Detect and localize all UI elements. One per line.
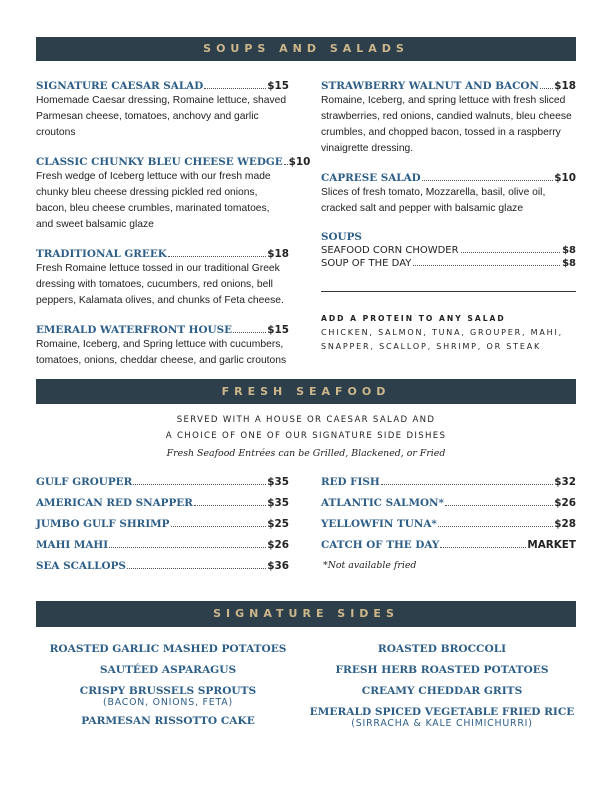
side-name: CREAMY CHEDDAR GRITS bbox=[361, 685, 523, 697]
item-price: $10 bbox=[554, 172, 576, 184]
protein-list bbox=[321, 326, 576, 354]
side-item bbox=[308, 685, 576, 697]
sides-right-column bbox=[308, 643, 576, 729]
seafood-item bbox=[36, 476, 289, 488]
protein-line: SNAPPER, SCALLOP, SHRIMP, OR STEAK bbox=[321, 342, 542, 351]
item-name: EMERALD WATERFRONT HOUSE bbox=[36, 324, 233, 336]
item-price: MARKET bbox=[527, 539, 576, 551]
item-name: SEA SCALLOPS bbox=[36, 560, 126, 572]
menu-item bbox=[36, 324, 289, 369]
item-price: $15 bbox=[267, 324, 289, 336]
fresh-seafood-header bbox=[36, 379, 576, 404]
side-item bbox=[36, 715, 300, 727]
soup-name: SEAFOOD CORN CHOWDER bbox=[321, 245, 459, 256]
soups-title: SOUPS bbox=[321, 231, 362, 243]
fresh-seafood-header-text: FRESH SEAFOOD bbox=[221, 385, 391, 398]
signature-sides-header bbox=[36, 601, 576, 627]
item-description: Fresh Romaine lettuce tossed in our traditional Greek dressing with tomatoes, cucumbers, red onions, bell peppers, Kalamata olives, and chunks of Feta cheese. bbox=[36, 263, 284, 306]
side-name: SAUTÉED ASPARAGUS bbox=[99, 664, 237, 676]
not-fried-footnote: *Not available fried bbox=[323, 560, 417, 571]
prep-note: Fresh Seafood Entrées can be Grilled, Blackened, or Fried bbox=[166, 448, 446, 459]
seafood-item bbox=[321, 518, 576, 530]
side-name: ROASTED GARLIC MASHED POTATOES bbox=[49, 643, 287, 655]
seafood-item bbox=[36, 518, 289, 530]
menu-item bbox=[321, 172, 576, 217]
leader-dots bbox=[133, 484, 266, 485]
side-subtitle: (SIRRACHA & KALE CHIMICHURRI) bbox=[351, 718, 533, 729]
protein-heading: ADD A PROTEIN TO ANY SALAD bbox=[321, 314, 506, 323]
item-name: CAPRESE SALAD bbox=[321, 172, 421, 184]
side-name: CRISPY BRUSSELS SPROUTS bbox=[79, 685, 257, 697]
seafood-item bbox=[321, 476, 576, 488]
item-description: Slices of fresh tomato, Mozzarella, basil, olive oil, cracked salt and pepper with balsamic glaze bbox=[321, 187, 546, 214]
item-price: $26 bbox=[267, 539, 289, 551]
item-price: $36 bbox=[267, 560, 289, 572]
leader-dots bbox=[109, 547, 266, 548]
menu-item bbox=[36, 248, 289, 309]
side-name: PARMESAN RISSOTTO CAKE bbox=[81, 715, 255, 727]
side-name: ROASTED BROCCOLI bbox=[377, 643, 507, 655]
side-name: EMERALD SPICED VEGETABLE FRIED RICE bbox=[309, 706, 575, 718]
item-price: $28 bbox=[554, 518, 576, 530]
menu-item bbox=[321, 80, 576, 157]
item-name: RED FISH bbox=[321, 476, 380, 488]
soups-block bbox=[321, 231, 576, 269]
item-price: $18 bbox=[554, 80, 576, 92]
item-price: $32 bbox=[554, 476, 576, 488]
side-item bbox=[308, 643, 576, 655]
item-price: $10 bbox=[288, 156, 311, 168]
item-name: AMERICAN RED SNAPPER bbox=[36, 497, 193, 509]
leader-dots bbox=[440, 547, 526, 548]
leader-dots bbox=[461, 252, 561, 253]
side-subtitle: (BACON, ONIONS, FETA) bbox=[103, 697, 233, 708]
leader-dots bbox=[445, 505, 553, 506]
side-item bbox=[36, 685, 300, 708]
salads-left-column bbox=[36, 80, 311, 369]
item-name: STRAWBERRY WALNUT AND BACON bbox=[321, 80, 539, 92]
seafood-item bbox=[36, 560, 289, 572]
item-price: $15 bbox=[267, 80, 289, 92]
leader-dots bbox=[438, 526, 553, 527]
salads-right-column bbox=[321, 80, 576, 269]
leader-dots bbox=[381, 484, 554, 485]
item-title-row bbox=[321, 172, 576, 184]
soups-salads-header bbox=[36, 37, 576, 61]
item-title-row bbox=[36, 80, 289, 92]
item-name: ATLANTIC SALMON* bbox=[321, 497, 444, 509]
signature-sides-header-text: SIGNATURE SIDES bbox=[213, 607, 399, 620]
item-name: YELLOWFIN TUNA* bbox=[321, 518, 437, 530]
served-with-block bbox=[36, 412, 576, 459]
leader-dots bbox=[413, 265, 560, 266]
protein-line: CHICKEN, SALMON, TUNA, GROUPER, MAHI, bbox=[321, 328, 563, 337]
protein-divider bbox=[321, 291, 576, 292]
soup-row bbox=[321, 258, 576, 269]
side-name: FRESH HERB ROASTED POTATOES bbox=[335, 664, 549, 676]
item-title-row bbox=[36, 156, 311, 168]
soups-salads-header-text: SOUPS AND SALADS bbox=[203, 42, 409, 55]
item-name: GULF GROUPER bbox=[36, 476, 133, 488]
leader-dots bbox=[233, 332, 266, 333]
item-name: TRADITIONAL GREEK bbox=[36, 248, 167, 260]
leader-dots bbox=[168, 256, 266, 257]
menu-item bbox=[36, 80, 289, 141]
leader-dots bbox=[171, 526, 267, 527]
item-price: $25 bbox=[267, 518, 289, 530]
item-price: $26 bbox=[554, 497, 576, 509]
menu-item bbox=[36, 156, 311, 233]
item-description: Homemade Caesar dressing, Romaine lettuce, shaved Parmesan cheese, tomatoes, anchovy and garlic croutons bbox=[36, 95, 287, 138]
item-title-row bbox=[36, 248, 289, 260]
leader-dots bbox=[127, 568, 266, 569]
item-price: $18 bbox=[267, 248, 289, 260]
soup-name: SOUP OF THE DAY bbox=[321, 258, 412, 269]
item-name: MAHI MAHI bbox=[36, 539, 109, 551]
leader-dots bbox=[540, 88, 553, 89]
item-description: Romaine, Iceberg, and spring lettuce with fresh sliced strawberries, red onions, candied walnuts, bleu cheese crumbles, and chopped bacon, tossed in a raspberry vinaigrette dressing. bbox=[321, 95, 572, 154]
leader-dots bbox=[204, 88, 266, 89]
item-name: CATCH OF THE DAY bbox=[321, 539, 440, 551]
seafood-item bbox=[321, 539, 576, 551]
item-price: $35 bbox=[267, 476, 289, 488]
protein-block bbox=[321, 314, 576, 354]
leader-dots bbox=[194, 505, 266, 506]
side-item bbox=[308, 706, 576, 729]
item-title-row bbox=[321, 80, 576, 92]
served-line: SERVED WITH A HOUSE OR CAESAR SALAD AND bbox=[176, 415, 436, 425]
side-item bbox=[308, 664, 576, 676]
item-name: CLASSIC CHUNKY BLEU CHEESE WEDGE bbox=[36, 156, 283, 168]
soup-row bbox=[321, 245, 576, 256]
item-name: JUMBO GULF SHRIMP bbox=[36, 518, 170, 530]
seafood-right-column bbox=[321, 476, 576, 571]
leader-dots bbox=[284, 164, 288, 165]
item-name: SIGNATURE CAESAR SALAD bbox=[36, 80, 204, 92]
side-item bbox=[36, 664, 300, 676]
item-title-row bbox=[36, 324, 289, 336]
sides-left-column bbox=[36, 643, 300, 727]
seafood-item bbox=[36, 497, 289, 509]
seafood-left-column bbox=[36, 476, 289, 581]
side-item bbox=[36, 643, 300, 655]
leader-dots bbox=[422, 180, 554, 181]
item-description: Romaine, Iceberg, and Spring lettuce with cucumbers, tomatoes, onions, cheddar cheese, and garlic croutons bbox=[36, 339, 287, 366]
served-line: A CHOICE OF ONE OF OUR SIGNATURE SIDE DISHES bbox=[165, 431, 447, 441]
item-description: Fresh wedge of Iceberg lettuce with our fresh made chunky bleu cheese dressing pickled red onions, bacon, bleu cheese crumbles, marinated tomatoes, and sweet balsamic glaze bbox=[36, 171, 271, 230]
soup-price: $8 bbox=[562, 258, 576, 269]
seafood-item bbox=[36, 539, 289, 551]
soup-price: $8 bbox=[562, 245, 576, 256]
seafood-item bbox=[321, 497, 576, 509]
item-price: $35 bbox=[267, 497, 289, 509]
